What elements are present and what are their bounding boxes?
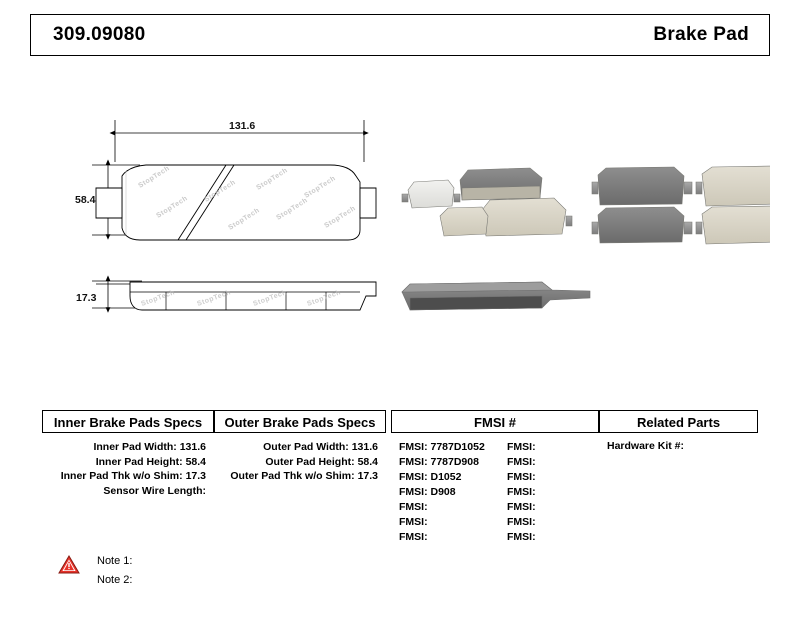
dimension-thickness-label: 17.3 (76, 292, 97, 304)
table-related-parts (599, 410, 758, 452)
fmsi-entry: FMSI: (399, 501, 428, 513)
related-entry: Hardware Kit #: (607, 440, 685, 452)
drawing-svg (30, 70, 770, 390)
table-row (214, 440, 386, 455)
notes-section (52, 552, 352, 590)
svg-text:StopTech: StopTech (255, 167, 290, 192)
svg-text:StopTech: StopTech (323, 205, 358, 230)
spec-value: 17.3 (185, 470, 206, 482)
fmsi-entry: FMSI: (507, 441, 536, 453)
table-outer-specs (214, 410, 386, 484)
table-row (42, 440, 214, 455)
spec-value: 58.4 (357, 455, 378, 468)
fmsi-right-column (507, 440, 536, 545)
table-inner-body (42, 433, 214, 498)
table-related-header: Related Parts (599, 410, 758, 433)
svg-text:StopTech: StopTech (252, 289, 288, 308)
table-related-body (599, 433, 758, 452)
part-number: 309.09080 (53, 24, 146, 45)
table-row (214, 455, 386, 470)
fmsi-entry: FMSI: 7787D908 (399, 456, 479, 468)
svg-text:StopTech: StopTech (196, 289, 232, 308)
table-outer-body (214, 433, 386, 484)
technical-drawing-area (30, 70, 770, 390)
fmsi-entry: FMSI: D908 (399, 486, 456, 498)
table-inner-specs (42, 410, 214, 498)
svg-text:StopTech: StopTech (140, 289, 176, 308)
table-fmsi-body (391, 433, 599, 545)
spec-label: Outer Pad Width: (263, 441, 349, 453)
page-title: Brake Pad (653, 24, 749, 45)
spec-value: 17.3 (357, 470, 378, 482)
dimension-height-label: 58.4 (75, 194, 96, 206)
fmsi-entry: FMSI: (507, 501, 536, 513)
pad-photo-group-right (592, 166, 770, 244)
spec-value: 58.4 (185, 455, 206, 468)
fmsi-entry: FMSI: D1052 (399, 471, 462, 483)
table-fmsi (391, 410, 599, 545)
fmsi-entry: FMSI: (507, 486, 536, 498)
svg-text:StopTech: StopTech (306, 289, 342, 308)
table-row (214, 469, 386, 484)
spec-label: Inner Pad Width: (93, 441, 177, 453)
fmsi-entry: FMSI: (507, 516, 536, 528)
fmsi-entry: FMSI: (507, 531, 536, 543)
table-row (42, 455, 214, 470)
fmsi-entry: FMSI: (399, 516, 428, 528)
svg-text:StopTech: StopTech (203, 179, 238, 204)
warning-triangle-icon (58, 555, 80, 574)
note-1: Note 1: (97, 555, 133, 567)
spec-label: Inner Pad Thk w/o Shim: (60, 470, 183, 482)
fmsi-entry: FMSI: 7787D1052 (399, 441, 485, 453)
table-row (42, 469, 214, 484)
spec-label: Sensor Wire Length: (103, 484, 206, 497)
svg-text:StopTech: StopTech (137, 165, 172, 190)
spec-label: Outer Pad Thk w/o Shim: (230, 470, 355, 482)
spec-label: Inner Pad Height: (95, 455, 183, 468)
pad-photo-edge-view (402, 282, 590, 310)
table-fmsi-header: FMSI # (391, 410, 599, 433)
svg-text:StopTech: StopTech (155, 195, 190, 220)
svg-text:StopTech: StopTech (275, 197, 310, 222)
spec-label: Outer Pad Height: (265, 455, 355, 468)
fmsi-entry: FMSI: (399, 531, 428, 543)
svg-text:StopTech: StopTech (227, 207, 262, 232)
table-inner-header: Inner Brake Pads Specs (42, 410, 214, 433)
note-2: Note 2: (97, 574, 133, 586)
svg-text:StopTech: StopTech (303, 175, 338, 200)
spec-value: 131.6 (351, 441, 378, 453)
fmsi-left-column (399, 440, 507, 545)
pad-photo-group-left (402, 168, 572, 236)
spec-tables (42, 410, 758, 550)
document-header (30, 14, 770, 56)
spec-value: 131.6 (179, 441, 206, 453)
fmsi-entry: FMSI: (507, 471, 536, 483)
table-row (42, 484, 214, 499)
dimension-width-label: 131.6 (229, 120, 256, 132)
fmsi-entry: FMSI: (507, 456, 536, 468)
table-outer-header: Outer Brake Pads Specs (214, 410, 386, 433)
